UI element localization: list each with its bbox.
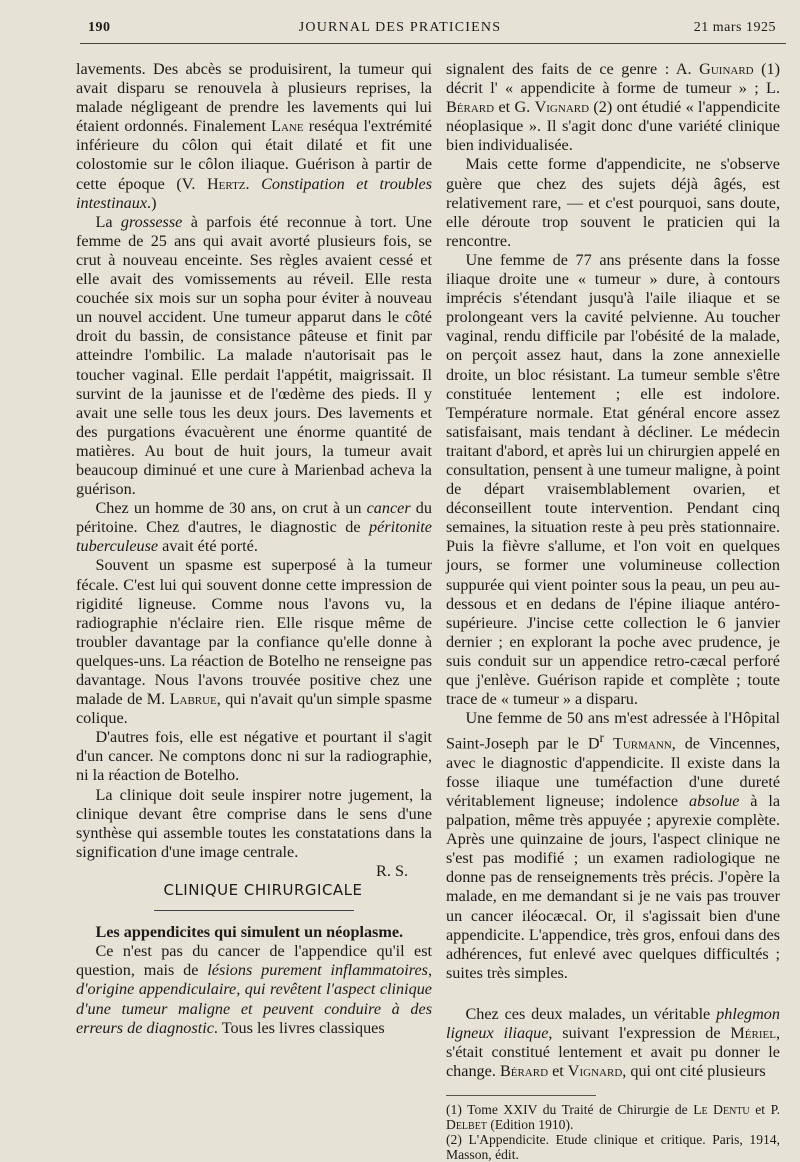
author-signature: R. S. [376, 861, 408, 880]
paragraph: lavements. Des abcès se produisirent, la tumeur qui avait disparu se renouvela à plusieurs reprises, la malade négligeant de prendre les lavements qui lui étaient ordonnés. Finalement Lane reséqua l'extrémité inférieure du côlon qui était dilaté et fit une colostomie sur le côlon iliaque. Guérison à partir de cette époque (V. Hertz. Constipation et troubles intestinaux.) [76, 60, 432, 212]
issue-date: 21 mars 1925 [693, 20, 776, 35]
header-rule [80, 43, 786, 44]
left-column [76, 60, 432, 1038]
section-rule [154, 910, 354, 911]
right-column [446, 60, 780, 1162]
section-heading: CLINIQUE CHIRURGICALE [163, 881, 363, 900]
page-number: 190 [88, 20, 111, 35]
paragraph: signalent des faits de ce genre : A. Guinard (1) décrit l' « appendicite à forme de tumeur » ; L. Bérard et G. Vignard (2) ont étudié « l'appendicite néoplasique ». Il s'agit donc d'une variété clinique bien individualisée. [446, 60, 781, 155]
journal-title: JOURNAL DES PRATICIENS [298, 20, 502, 35]
footnote: (1) Tome XXIV du Traité de Chirurgie de Le Dentu et P. Delbet (Edition 1910). [446, 1102, 781, 1133]
paragraph: Une femme de 77 ans présente dans la fosse iliaque droite une « tumeur » dure, à contours imprécis s'étendant jusqu'à l'aile iliaque et se prolongeant vers la cavité pelvienne. Au toucher vaginal, rendu difficile par l'obésité de la malade, on perçoit assez haut, dans la zone annexielle droite, un bloc résistant. La tumeur semble s'être constituée lentement ; elle est indolore. Température normale. Etat général encore assez satisfaisant, mais tendant à décliner. Le médecin traitant d'abord, et après lui un chirurgien appelé en consultation, pensent à une tumeur maligne, à point de départ vraisemblablement ovarien, et déconseillent toute intervention. Pendant cinq semaines, la situation reste à peu près stationnaire. Puis la fièvre s'allume, et l'on voit en quelques jours, se former une volumineuse collection suppurée qui vient pointer sous la peau, un peu au-dessous et en dedans de l'épine iliaque antéro-supérieure. J'incise cette collection le 6 janvier dernier ; en explorant la poche avec prudence, je suis conduit sur un appendice retro-cæcal perforé que j'enlève. Guérison rapide et complète ; toute trace de « tumeur » a disparu. [446, 250, 781, 709]
article-title: Les appendicites qui simulent un néoplasme. [95, 923, 404, 942]
paragraph: Une femme de 50 ans m'est adressée à l'Hôpital Saint-Joseph par le $D^r$ Turmann, de Vincennes, avec le diagnostic d'appendicite. Il existe dans la fosse iliaque une tuméfaction d'une dureté véritablement ligneuse; indolence absolue à la palpation, même très appuyée ; apyrexie complète. Après une quinzaine de jours, l'aspect clinique ne s'est pas modifié ; un examen radiologique ne donne pas de renseignements très précis. J'opère la malade, en me demandant si je ne vais pas trouver un cancer iléocæcal. Or, il s'agissait bien d'une appendicite. L'appendice, très gros, enfoui dans des adhérences, fut enlevé avec quelques difficultés ; suites très simples. [446, 709, 781, 982]
paragraph: Ce n'est pas du cancer de l'appendice qu'il est question, mais de lésions purement inflammatoires, d'origine appendiculaire, qui revêtent l'aspect clinique d'une tumeur maligne et peuvent conduire à des erreurs de diagnostic. Tous les livres classiques [76, 942, 432, 1037]
paragraph: D'autres fois, elle est négative et pourtant il s'agit d'un cancer. Ne comptons donc ni sur la radiographie, ni la réaction de Botelho. [76, 728, 432, 785]
paragraph: Chez ces deux malades, un véritable phlegmon ligneux iliaque, suivant l'expression de Mériel, s'était constitué lentement et avait pu donner le change. Bérard et Vignard, qui ont cité plusieurs [446, 1004, 781, 1081]
paragraph: Souvent un spasme est superposé à la tumeur fécale. C'est lui qui souvent donne cette impression de rigidité ligneuse. Comme nous l'avons vu, la radiographie n'éclaire rien. Elle risque même de troubler davantage par la confiance qu'elle donne à quelques-uns. La réaction de Botelho ne renseigne pas davantage. Nous l'avons trouvée positive chez une malade de M. Labrue, qui n'avait qu'un simple spasme colique. [76, 556, 432, 728]
spacer [446, 983, 780, 1005]
footnote-rule [446, 1095, 596, 1096]
paragraph: La grossesse à parfois été reconnue à tort. Une femme de 25 ans qui avait avorté plusieurs fois, se crut à nouveau enceinte. Ses règles avaient cessé et elle avait des vomissements au réveil. Elle resta couchée six mois sur un sopha pour éviter à nouveau un nouvel accident. Une tumeur apparut dans le côté droit du bassin, de consistance pâteuse et finit par atteindre l'ombilic. La malade n'autorisait pas le toucher vaginal. Elle perdait l'appétit, maigrissait. Il survint de la jaunisse et de l'œdème des pieds. Il y avait une selle tous les deux jours. Des lavements et des purgations évacuèrent une énorme quantité de matières. Au bout de huit jours, la tumeur avait beaucoup diminué et une cure à Marienbad acheva la guérison. [76, 212, 432, 499]
footnote: (2) L'Appendicite. Etude clinique et critique. Paris, 1914, Masson, édit. [446, 1132, 780, 1162]
paragraph: Mais cette forme d'appendicite, ne s'observe guère que chez des sujets déjà âgés, est relativement rare, — et c'est pourquoi, sans doute, elle déroute trop souvent le praticien qui la rencontre. [446, 155, 780, 250]
paragraph: La clinique doit seule inspirer notre jugement, la clinique devant être comprise dans le sens d'une synthèse qui assemble toutes les constatations dans la signification d'une image centrale. [76, 785, 432, 861]
paragraph: Chez un homme de 30 ans, on crut à un cancer du péritoine. Chez d'autres, le diagnostic de péritonite tuberculeuse avait été porté. [76, 499, 432, 556]
